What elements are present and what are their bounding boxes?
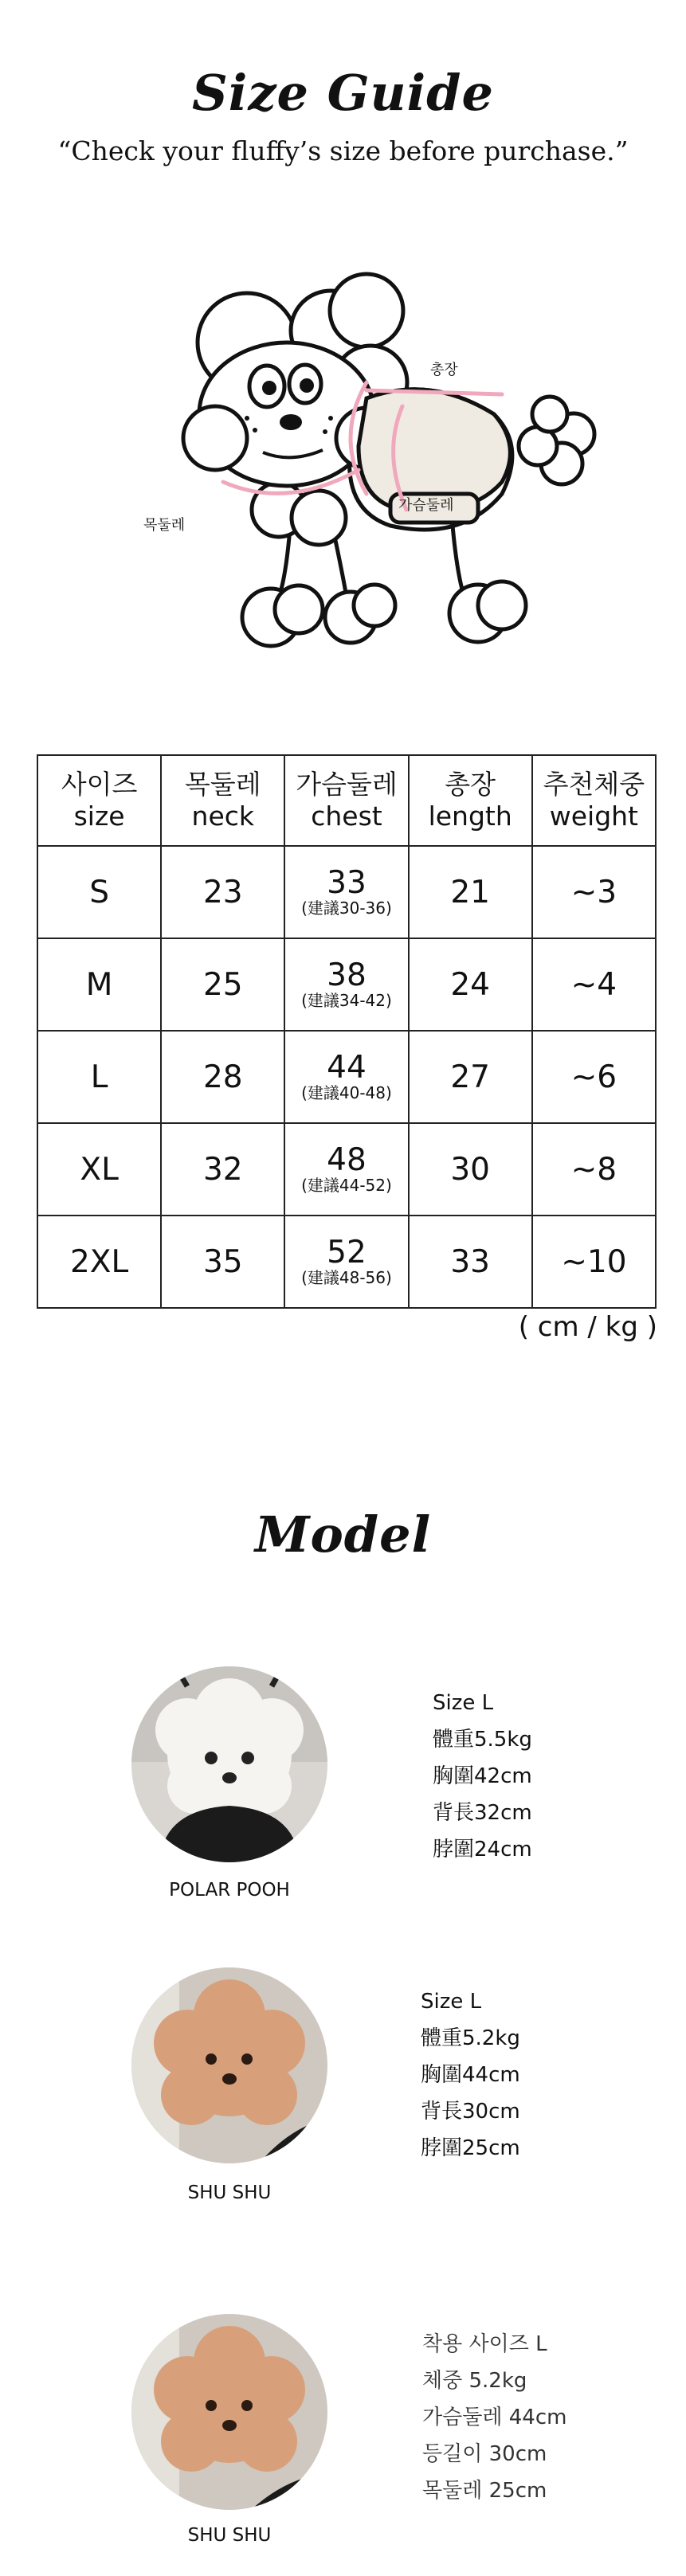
cell-neck: 28 xyxy=(161,1031,284,1123)
cell-length: 21 xyxy=(409,846,532,938)
cell-neck: 25 xyxy=(161,938,284,1031)
cell-neck: 23 xyxy=(161,846,284,938)
model-info-polar-pooh: Size L 體重5.5kg 胸圍42cm 背長32cm 脖圍24cm xyxy=(433,1691,532,1862)
page-title: Size Guide xyxy=(192,64,494,122)
cell-weight: ~3 xyxy=(532,846,656,938)
page-subtitle: “Check your fluffy’s size before purchase.” xyxy=(57,135,629,166)
table-row xyxy=(37,1031,656,1123)
cell-size: M xyxy=(37,938,161,1031)
model-name: SHU SHU xyxy=(187,2183,272,2203)
model-photo-polar-pooh xyxy=(131,1666,327,1862)
header-size: 사이즈 size xyxy=(37,755,161,846)
dog-measurement-illustration xyxy=(127,255,621,669)
model-section-title: Model xyxy=(254,1505,432,1564)
cell-weight: ~4 xyxy=(532,938,656,1031)
table-row xyxy=(37,1123,656,1216)
chest-label: 가슴둘레 xyxy=(398,497,454,514)
cell-weight: ~8 xyxy=(532,1123,656,1216)
cell-neck: 32 xyxy=(161,1123,284,1216)
unit-note: ( cm / kg ) xyxy=(518,1311,657,1343)
header-length: 총장 length xyxy=(409,755,532,846)
cell-size: L xyxy=(37,1031,161,1123)
table-row xyxy=(37,1216,656,1308)
cell-chest: 38 (建議34-42) xyxy=(284,938,408,1031)
model-photo-shu-shu xyxy=(131,1967,327,2163)
header-neck: 목둘레 neck xyxy=(161,755,284,846)
model-info-shu-shu: Size L 體重5.2kg 胸圍44cm 背長30cm 脖圍25cm xyxy=(421,1990,520,2160)
table-row xyxy=(37,846,656,938)
cell-length: 24 xyxy=(409,938,532,1031)
header-weight: 추천체중 weight xyxy=(532,755,656,846)
size-table xyxy=(37,754,657,1309)
model-name: SHU SHU xyxy=(187,2525,272,2546)
length-label: 총장 xyxy=(430,362,458,378)
cell-length: 33 xyxy=(409,1216,532,1308)
cell-chest: 48 (建議44-52) xyxy=(284,1123,408,1216)
cell-size: XL xyxy=(37,1123,161,1216)
model-photo-shu-shu-ko xyxy=(131,2314,327,2510)
cell-size: S xyxy=(37,846,161,938)
cell-neck: 35 xyxy=(161,1216,284,1308)
cell-chest: 52 (建議48-56) xyxy=(284,1216,408,1308)
cell-chest: 33 (建議30-36) xyxy=(284,846,408,938)
cell-weight: ~6 xyxy=(532,1031,656,1123)
model-name: POLAR POOH xyxy=(169,1880,290,1901)
neck-label: 목둘레 xyxy=(143,517,186,534)
cell-length: 30 xyxy=(409,1123,532,1216)
cell-weight: ~10 xyxy=(532,1216,656,1308)
table-header-row xyxy=(37,755,656,846)
cell-chest: 44 (建議40-48) xyxy=(284,1031,408,1123)
cell-size: 2XL xyxy=(37,1216,161,1308)
table-row xyxy=(37,938,656,1031)
header-chest: 가슴둘레 chest xyxy=(284,755,408,846)
cell-length: 27 xyxy=(409,1031,532,1123)
model-info-shu-shu-ko: 착용 사이즈 L 체중 5.2kg 가슴둘레 44cm 등길이 30cm 목둘레 25cm xyxy=(422,2332,567,2503)
